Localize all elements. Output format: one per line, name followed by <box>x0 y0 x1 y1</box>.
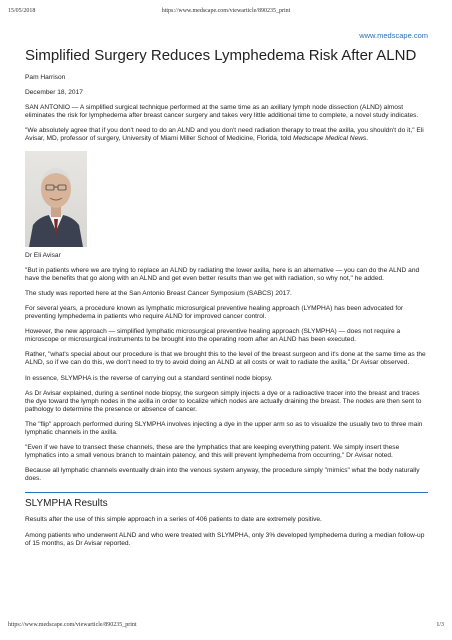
paragraph: Results after the use of this simple approach in a series of 406 patients to date are extremely positive. <box>25 516 322 524</box>
quote-text: "We absolutely agree that if you don't need to do an ALND and you don't need radiation therapy to treat the axilla, you shouldn't do it," Eli Avisar, MD, professor of surgery, University of Miami Miller School of Medicine, Florida, told <box>25 127 424 143</box>
article-date: December 18, 2017 <box>25 89 83 97</box>
paragraph: Because all lymphatic channels eventually drain into the venous system anyway, the procedure simply "mimics" what the body naturally does. <box>25 467 420 483</box>
paragraph: As Dr Avisar explained, during a sentinel node biopsy, the surgeon simply injects a dye or a radioactive tracer into the breast and traces the dye toward the lymph nodes in the axilla in order to localize which nodes are actually draining the breast. The nodes are then sent to pathology to determine the presence or absence of cancer. <box>25 389 422 413</box>
print-date: 15/05/2018 <box>8 8 36 14</box>
source-name: Medscape Medical News <box>293 135 367 143</box>
print-header <box>8 8 444 20</box>
paragraph: However, the new approach — simplified lymphatic microsurgical preventive healing approach (SLYMPHA) — does not require a microscope or microsurgical instruments to be brought into the operating room after an ALND has been executed. <box>25 328 401 344</box>
print-url: https://www.medscape.com/viewarticle/890235_print <box>161 8 291 14</box>
paragraph: "But in patients where we are trying to replace an ALND by radiating the lower axilla, here is an alternative — you can do the ALND and have the benefits that go along with an ALND and get even better results than we get with radiation, so why not," he added. <box>25 266 420 282</box>
paragraph: The "flip" approach performed during SLYMPHA involves injecting a dye in the upper arm so as to visualize the usually two to three main lymphatic channels in the axilla. <box>25 420 423 436</box>
photo-caption: Dr Eli Avisar <box>25 251 61 259</box>
quote-end: . <box>366 135 369 143</box>
page-number: 1/3 <box>436 622 444 628</box>
paragraph: Among patients who underwent ALND and who were treated with SLYMPHA, only 3% developed lymphedema during a median follow-up of 15 months, as Dr Avisar reported. <box>25 531 425 547</box>
paragraph-quote <box>25 127 428 143</box>
article-body <box>25 40 428 555</box>
footer-url: https://www.medscape.com/viewarticle/890235_print <box>8 622 137 628</box>
paragraph: SAN ANTONIO — A simplified surgical technique performed at the same time as an axillary lymph node dissection (ALND) almost eliminates the risk for lymphedema after breast cancer surgery and takes very little additional time to complete, a novel study indicates. <box>25 104 419 120</box>
paragraph: The study was reported here at the San Antonio Breast Cancer Symposium (SABCS) 2017. <box>25 289 292 297</box>
paragraph: Rather, "what's special about our procedure is that we brought this to the level of the breast surgeon and it's done at the same time as the ALND, so if we can do this, we don't need to try to avoid doing an ALND at all costs or wait to radiate the axilla," Dr Avisar observed. <box>25 351 426 367</box>
section-heading: SLYMPHA Results <box>25 492 428 509</box>
paragraph: In essence, SLYMPHA is the reverse of carrying out a standard sentinel node biopsy. <box>25 374 273 382</box>
article-author: Pam Harrison <box>25 74 66 81</box>
paragraph: For several years, a procedure known as lymphatic microsurgical preventive healing approach (LYMPHA) has been advocated for preventing lymphedema in patients who require ALND for improved cancer control. <box>25 304 404 321</box>
site-link[interactable]: www.medscape.com <box>359 31 428 40</box>
print-footer <box>8 622 444 632</box>
portrait-photo <box>25 151 87 247</box>
article-title: Simplified Surgery Reduces Lymphedema Risk After ALND <box>25 47 417 64</box>
paragraph: "Even if we have to transect these channels, these are the lymphatics that are keeping everything patent. We simply insert these lymphatics into a small venous branch to maintain patency, and this will prevent lymphedema from occurring," Dr Avisar noted. <box>25 444 400 460</box>
